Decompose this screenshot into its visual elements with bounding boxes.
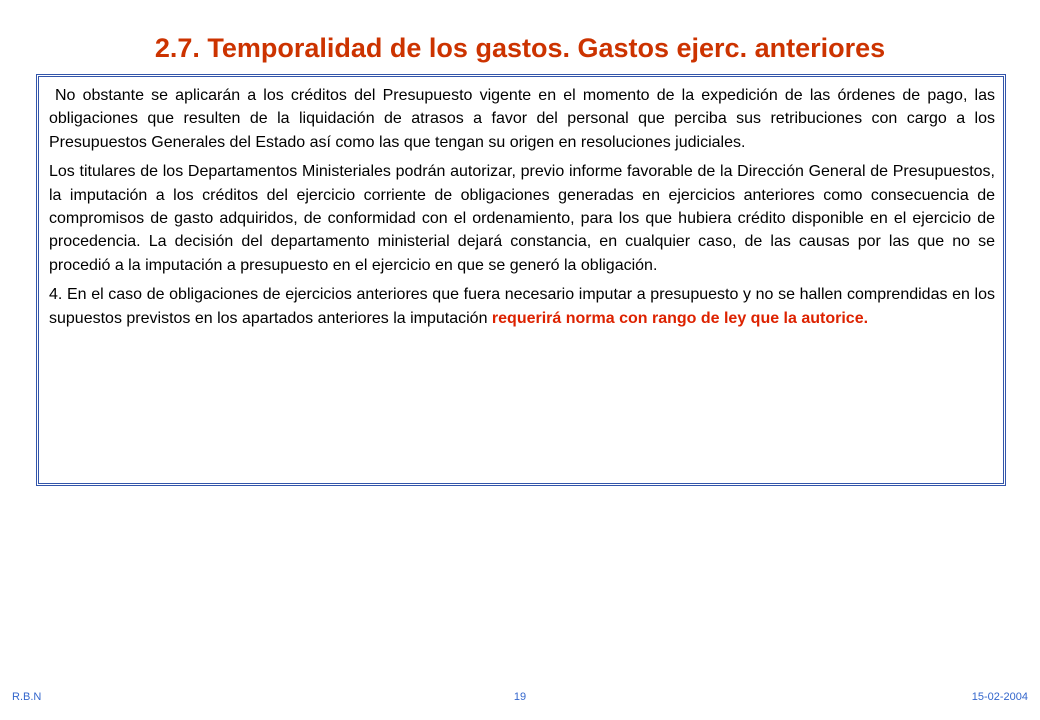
footer-date: 15-02-2004: [971, 691, 1028, 703]
content-box: [36, 74, 1006, 486]
paragraph-3-text: 4. En el caso de obligaciones de ejercicios anteriores que fuera necesario imputar a presupuesto y no se hallen comprendidas en los supuestos previstos en los apartados anteriores la imputación: [49, 286, 995, 327]
paragraph-1: No obstante se aplicarán a los créditos del Presupuesto vigente en el momento de la expedición de las órdenes de pago, las obligaciones que resulten de la liquidación de atrasos a favor del personal que perciba sus retribuciones con cargo a los Presupuestos Generales del Estado así como las que tengan su origen en resoluciones judiciales.: [49, 87, 995, 151]
footer-page-number: 19: [513, 691, 527, 703]
paragraph-3: [49, 283, 995, 330]
footer-author: R.B.N: [12, 691, 42, 703]
paragraph-3-highlight: requerirá norma con rango de ley que la autorice.: [491, 309, 869, 327]
paragraph-2: Los titulares de los Departamentos Ministeriales podrán autorizar, previo informe favorable de la Dirección General de Presupuestos, la imputación a los créditos del ejercicio corriente de obligaciones generadas en ejercicios anteriores como consecuencia de compromisos de gasto adquiridos, de conformidad con el ordenamiento, para los que hubiera crédito disponible en el ejercicio de procedencia. La decisión del departamento ministerial dejará constancia, en cualquier caso, de las causas por las que no se procedió a la imputación a presupuesto en el ejercicio en que se generó la obligación.: [49, 163, 995, 274]
slide-title: 2.7. Temporalidad de los gastos. Gastos ejerc. anteriores: [154, 33, 886, 63]
